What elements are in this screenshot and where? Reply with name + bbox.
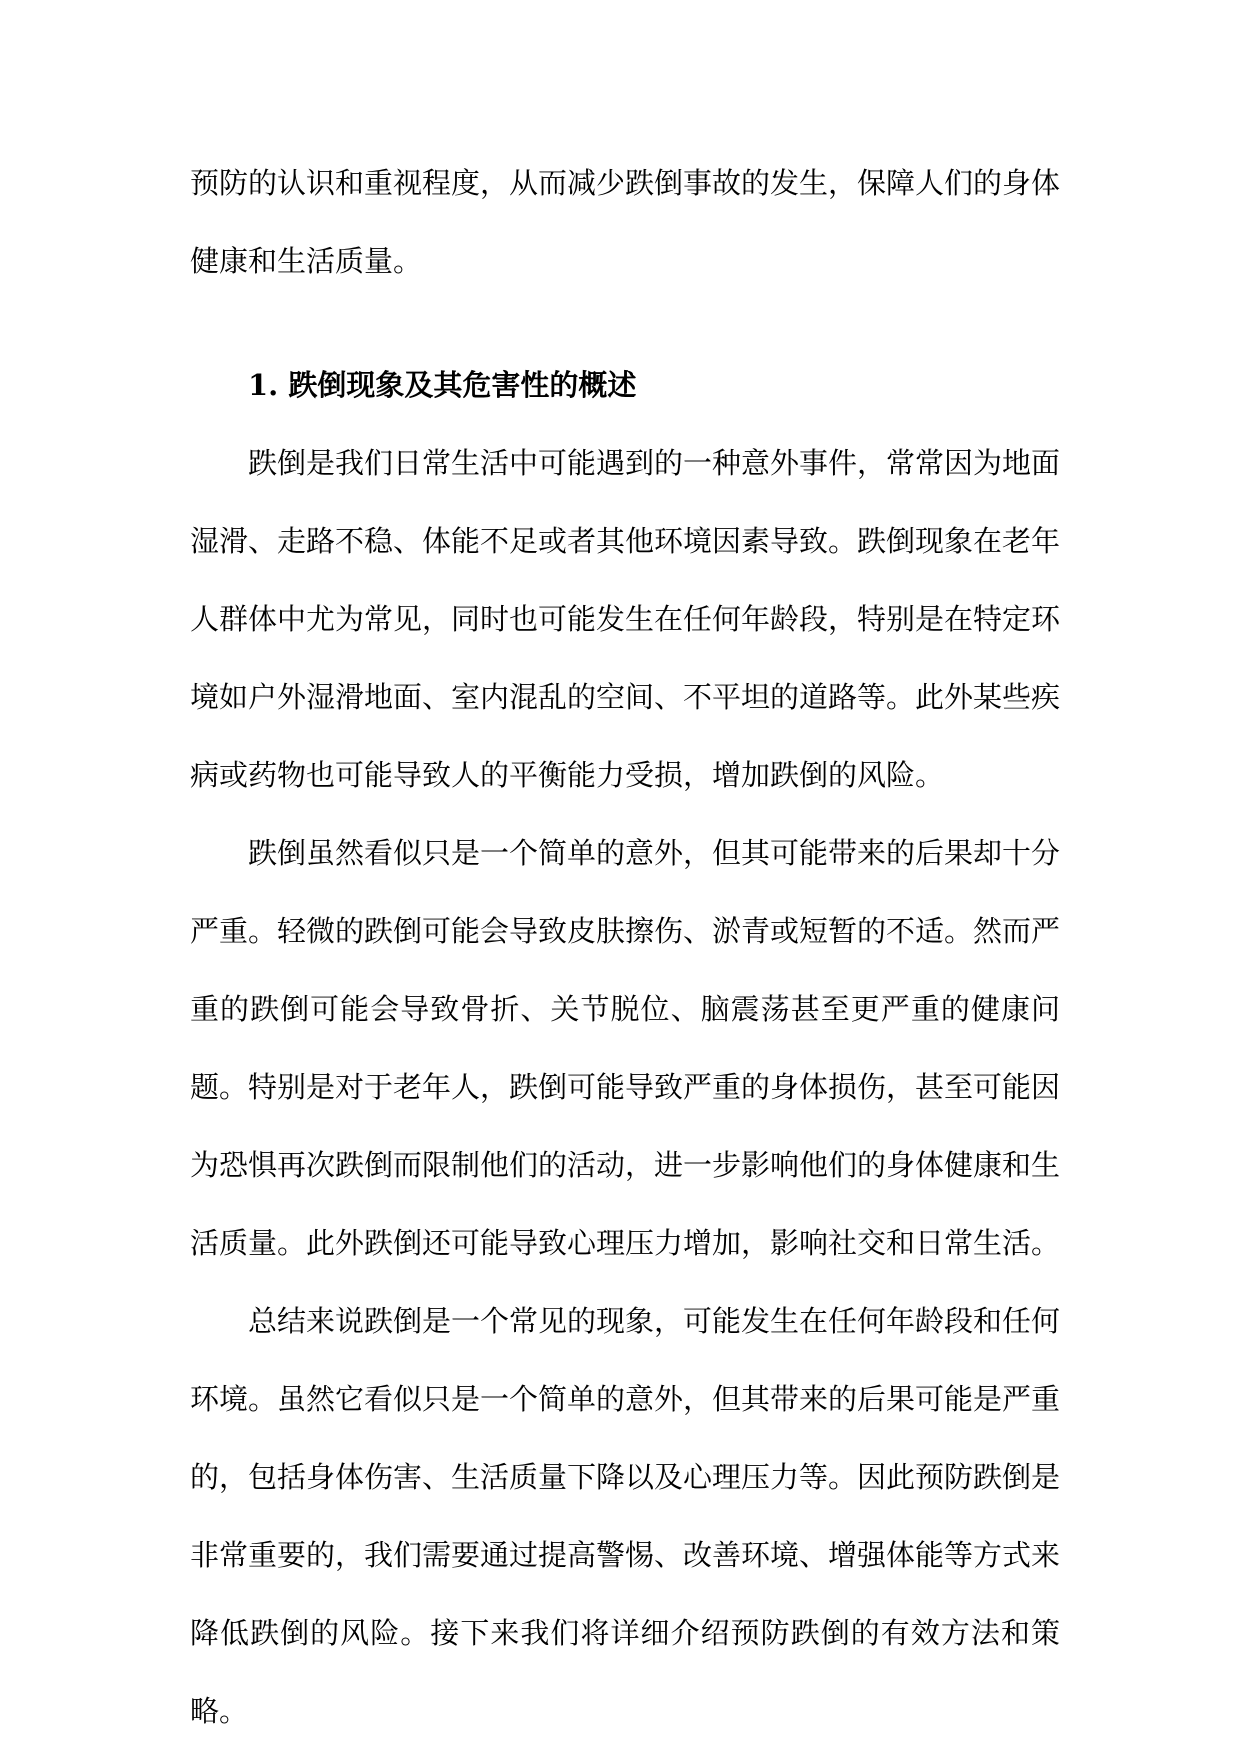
body-paragraph-1: 跌倒是我们日常生活中可能遇到的一种意外事件，常常因为地面湿滑、走路不稳、体能不足或者其他环境因素导致。跌倒现象在老年人群体中尤为常见，同时也可能发生在任何年龄段，特别是在特定环境如户外湿滑地面、室内混乱的空间、不平坦的道路等。此外某些疾病或药物也可能导致人的平衡能力受损，增加跌倒的风险。 <box>190 446 1061 792</box>
body-paragraph-2: 跌倒虽然看似只是一个简单的意外，但其可能带来的后果却十分严重。轻微的跌倒可能会导致皮肤擦伤、淤青或短暂的不适。然而严重的跌倒可能会导致骨折、关节脱位、脑震荡甚至更严重的健康问题。特别是对于老年人，跌倒可能导致严重的身体损伤，甚至可能因为恐惧再次跌倒而限制他们的活动，进一步影响他们的身体健康和生活质量。此外跌倒还可能导致心理压力增加，影响社交和日常生活。 <box>190 836 1061 1260</box>
document-page <box>190 144 1060 1750</box>
intro-continuation-paragraph: 预防的认识和重视程度，从而减少跌倒事故的发生，保障人们的身体健康和生活质量。 <box>190 166 1061 278</box>
body-paragraph-3: 总结来说跌倒是一个常见的现象，可能发生在任何年龄段和任何环境。虽然它看似只是一个简单的意外，但其带来的后果可能是严重的，包括身体伤害、生活质量下降以及心理压力等。因此预防跌倒是非常重要的，我们需要通过提高警惕、改善环境、增强体能等方式来降低跌倒的风险。接下来我们将详细介绍预防跌倒的有效方法和策略。 <box>190 1304 1061 1728</box>
section-spacer <box>190 300 1060 346</box>
section-heading: 1. 跌倒现象及其危害性的概述 <box>248 368 637 402</box>
